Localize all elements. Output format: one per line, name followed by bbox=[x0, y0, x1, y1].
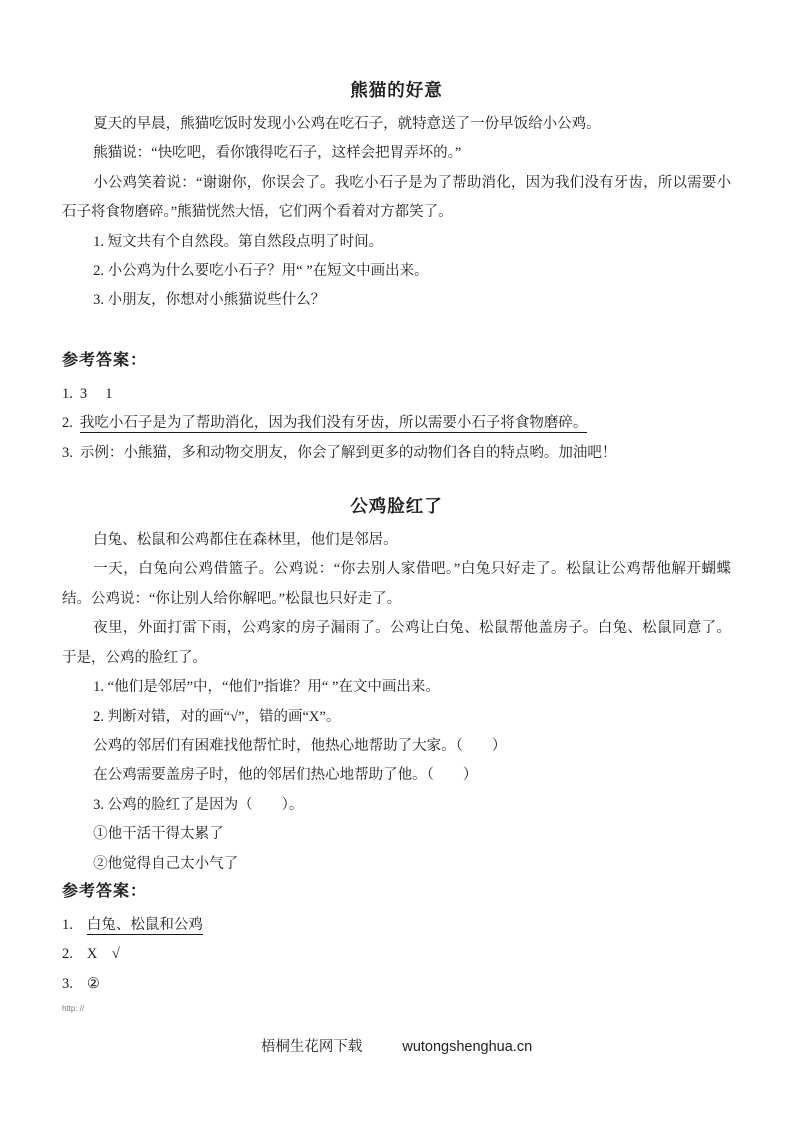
passage-1-answer-2 bbox=[62, 409, 731, 438]
passage-2-paragraph-3: 夜里，外面打雷下雨，公鸡家的房子漏雨了。公鸡让白兔、松鼠帮他盖房子。白兔、松鼠同意了。于是，公鸡的脸红了。 bbox=[62, 620, 731, 666]
passage-2-paragraph-2: 一天，白兔向公鸡借篮子。公鸡说：“你去别人家借吧。”白兔只好走了。松鼠让公鸡帮他解开蝴蝶结。公鸡说：“你让别人给你解吧。”松鼠也只好走了。 bbox=[62, 561, 731, 607]
passage-1-title: 熊猫的好意 bbox=[350, 80, 443, 100]
answer-text: ② bbox=[86, 975, 100, 992]
passage-2-answer-3 bbox=[62, 970, 731, 999]
answer-number: 1. bbox=[62, 385, 73, 402]
passage-2-question-1: 1. “他们是邻居”中，“他们”指谁？用“ ”在文中画出来。 bbox=[93, 679, 440, 696]
answer-number: 1. bbox=[62, 916, 73, 933]
passage-2-choice-2: ②他觉得自己太小气了 bbox=[93, 855, 239, 872]
passage-2-answers-heading: 参考答案： bbox=[62, 882, 148, 900]
passage-1-question-1: 1. 短文共有个自然段。第自然段点明了时间。 bbox=[93, 233, 384, 250]
answer-number: 2. bbox=[62, 415, 73, 432]
passage-1-answers-heading: 参考答案： bbox=[62, 351, 148, 369]
passage-1-paragraph-3: 小公鸡笑着说：“谢谢你，你误会了。我吃小石子是为了帮助消化，因为我们没有牙齿，所以需要小石子将食物磨碎。”熊猫恍然大悟，它们两个看着对方都笑了。 bbox=[62, 174, 731, 221]
answer-text-underlined: 我吃小石子是为了帮助消化，因为我们没有牙齿，所以需要小石子将食物磨碎。 bbox=[79, 415, 588, 432]
passage-2-judgement-statement-2: 在公鸡需要盖房子时，他的邻居们热心地帮助了他。（ ） bbox=[93, 767, 478, 784]
answer-text: 3 1 bbox=[79, 385, 113, 402]
answer-text: X √ bbox=[86, 946, 120, 963]
watermark-url-fragment: http: // bbox=[62, 1004, 85, 1013]
answer-number: 3. bbox=[62, 975, 73, 992]
passage-1-question-3: 3. 小朋友，你想对小熊猫说些什么？ bbox=[93, 292, 326, 309]
footer-site-url: wutongshenghua.cn bbox=[402, 1039, 533, 1055]
footer-site-name: 梧桐生花网下载 bbox=[260, 1039, 363, 1055]
passage-2-title: 公鸡脸红了 bbox=[350, 496, 443, 517]
passage-2-answer-1 bbox=[62, 911, 731, 940]
passage-1-answer-3 bbox=[62, 439, 731, 468]
passage-1-question-2: 2. 小公鸡为什么要吃小石子？用“ ”在短文中画出来。 bbox=[93, 263, 429, 280]
passage-2-choice-1: ①他干活干得太累了 bbox=[93, 826, 224, 843]
answer-text-underlined: 白兔、松鼠和公鸡 bbox=[86, 916, 203, 933]
passage-2-judgement-statement-1: 公鸡的邻居们有困难找他帮忙时，他热心地帮助了大家。（ ） bbox=[93, 737, 507, 754]
answer-number: 3. bbox=[62, 444, 73, 461]
passage-2-question-2: 2. 判断对错，对的画“√”，错的画“X”。 bbox=[93, 708, 341, 725]
passage-1-paragraph-2: 熊猫说：“快吃吧，看你饿得吃石子，这样会把胃弄坏的。” bbox=[93, 145, 462, 162]
answer-text: 示例：小熊猫，多和动物交朋友，你会了解到更多的动物们各自的特点哟。加油吧！ bbox=[79, 444, 617, 461]
passage-2-answer-2 bbox=[62, 940, 731, 969]
page-footer bbox=[0, 1036, 793, 1058]
passage-2-paragraph-1: 白兔、松鼠和公鸡都住在森林里，他们是邻居。 bbox=[93, 532, 398, 549]
passage-2-question-3: 3. 公鸡的脸红了是因为（ ）。 bbox=[93, 796, 304, 813]
passage-1-paragraph-1: 夏天的早晨，熊猫吃饭时发现小公鸡在吃石子，就特意送了一份早饭给小公鸡。 bbox=[93, 116, 601, 132]
answer-number: 2. bbox=[62, 946, 73, 963]
passage-1-answer-1 bbox=[62, 380, 731, 409]
